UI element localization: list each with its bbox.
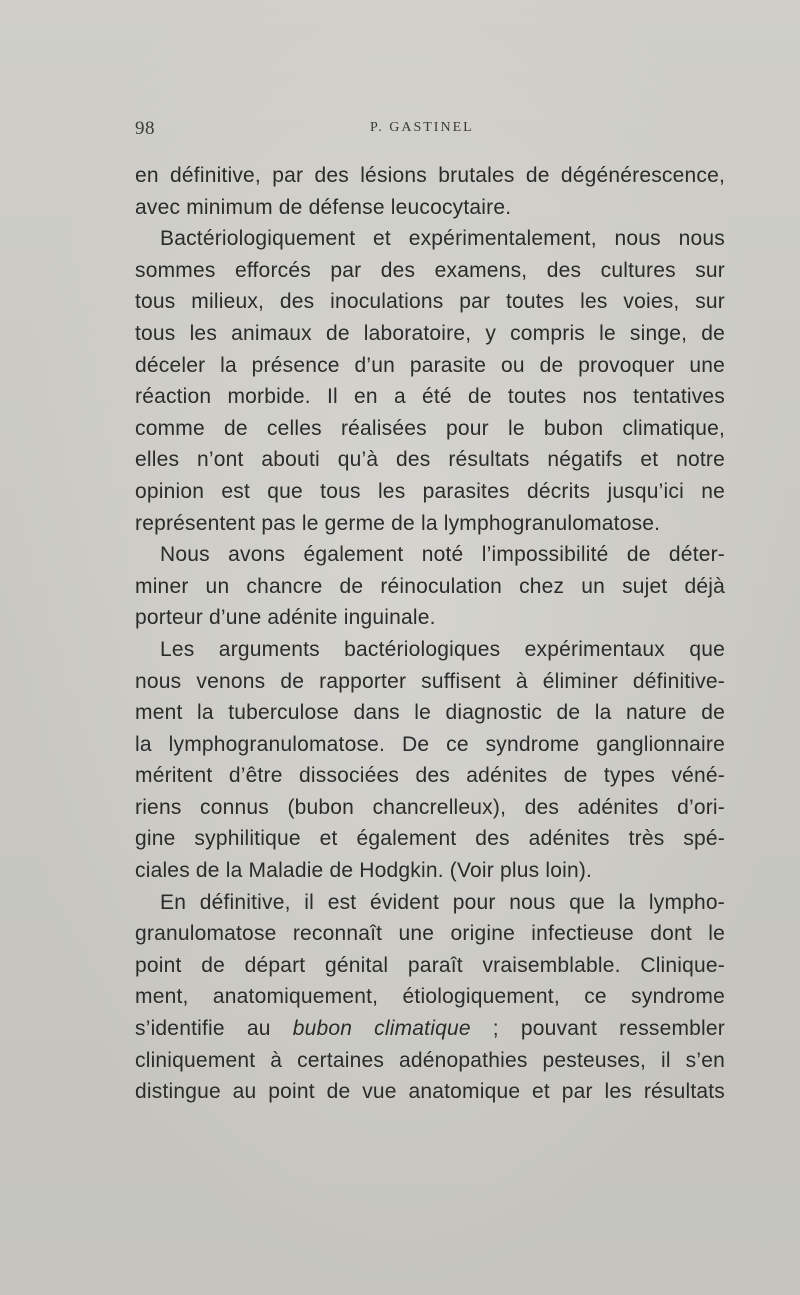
text-line: granulomatose reconnaît une origine infectieuse dont le: [135, 922, 725, 946]
text-line: réaction morbide. Il en a été de toutes nos tentatives: [135, 385, 725, 409]
text-line: cliniquement à certaines adénopathies pesteuses, il s’en: [135, 1048, 725, 1072]
text-line: elles n’ont abouti qu’à des résultats négatifs et notre: [135, 448, 725, 472]
text-line: opinion est que tous les parasites décrits jusqu’ici ne: [135, 479, 725, 503]
text-line: Bactériologiquement et expérimentalement, nous nous: [160, 227, 725, 251]
text-line: avec minimum de défense leucocytaire.: [135, 195, 512, 219]
text-line: distingue au point de vue anatomique et par les résultats: [135, 1080, 725, 1104]
text-segment: s’identifie au: [135, 1017, 293, 1041]
text-line: la lymphogranulomatose. De ce syndrome ganglionnaire: [135, 732, 725, 756]
text-line: point de départ génital paraît vraisemblable. Clinique-: [135, 953, 725, 977]
text-line: ment la tuberculose dans le diagnostic de la nature de: [135, 701, 725, 725]
body-text: [135, 160, 725, 1108]
text-line: en définitive, par des lésions brutales de dégénérescence,: [135, 164, 725, 187]
text-line: tous les animaux de laboratoire, y compris le singe, de: [135, 321, 725, 345]
text-line: riens connus (bubon chancrelleux), des adénites d’ori-: [135, 795, 725, 819]
page-number: 98: [135, 118, 155, 139]
text-line: représentent pas le germe de la lymphogranulomatose.: [135, 511, 661, 535]
running-head: P. GASTINEL: [370, 120, 474, 135]
page-header: [135, 118, 725, 142]
text-line: sommes efforcés par des examens, des cultures sur: [135, 258, 725, 282]
text-line: comme de celles réalisées pour le bubon climatique,: [135, 416, 725, 440]
text-line: Les arguments bactériologiques expérimentaux que: [160, 637, 725, 661]
text-line: En définitive, il est évident pour nous que la lympho-: [160, 890, 725, 914]
text-line: méritent d’être dissociées des adénites de types véné-: [135, 764, 725, 788]
text-line: miner un chancre de réinoculation chez un sujet déjà: [135, 574, 725, 598]
text-segment: ; pouvant ressembler: [470, 1017, 725, 1041]
text-line: porteur d’une adénite inguinale.: [135, 606, 436, 630]
text-line-with-italic: [135, 1013, 725, 1045]
text-line: nous venons de rapporter suffisent à éliminer définitive-: [135, 669, 725, 693]
text-line: gine syphilitique et également des adénites très spé-: [135, 827, 725, 851]
italic-term: bubon climatique: [292, 1017, 471, 1041]
text-line: ment, anatomiquement, étiologiquement, ce syndrome: [135, 985, 725, 1009]
text-line: ciales de la Maladie de Hodgkin. (Voir plus loin).: [135, 859, 593, 883]
text-line: Nous avons également noté l’impossibilité de déter-: [160, 543, 725, 567]
text-line: tous milieux, des inoculations par toutes les voies, sur: [135, 290, 725, 314]
text-line: déceler la présence d’un parasite ou de provoquer une: [135, 353, 725, 377]
